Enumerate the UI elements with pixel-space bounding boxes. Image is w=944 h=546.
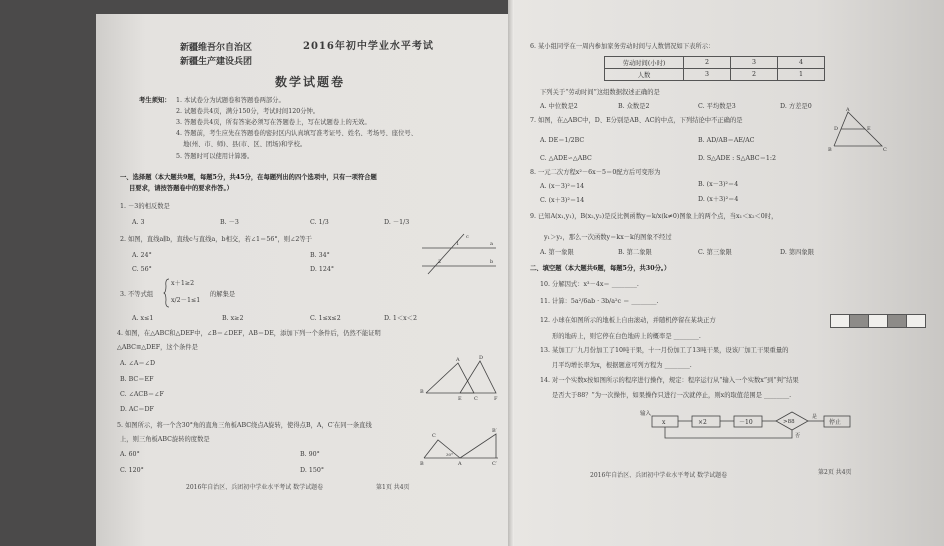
- table-cell: 3: [684, 69, 731, 81]
- q6-option-c: C. 平均数是3: [698, 103, 736, 110]
- fig-label-A: A: [458, 461, 462, 467]
- q6-labor-time-table: [604, 56, 825, 81]
- fig-label-D: D: [834, 126, 839, 132]
- fig-label-C-prime: C′: [492, 461, 497, 467]
- q3-option-a: A. x≤1: [132, 315, 154, 322]
- q4-option-b: B. BC＝EF: [120, 376, 154, 383]
- q14-text: 14. 对一个实数x按如图所示的程序进行操作，规定：程序运行从“输入一个实数x”到“判”结果: [540, 377, 799, 384]
- q5-option-d: D. 150°: [300, 467, 324, 474]
- footer-left-text: 2016年自治区、兵团初中学业水平考试 数学试题卷: [186, 484, 324, 491]
- footer-right-text: 2016年自治区、兵团初中学业水平考试 数学试题卷: [590, 472, 728, 479]
- q3-system-line-1: x＋1≥2: [171, 280, 195, 287]
- q13-text-2: 月平均增长率为x，根据题意可列方程为 ________.: [552, 362, 692, 369]
- q5-option-a: A. 60°: [120, 451, 140, 458]
- q9-option-c: C. 第三象限: [698, 249, 732, 256]
- q5-triangle-rotation-figure: [418, 428, 502, 466]
- fig-label-A: A: [846, 107, 850, 113]
- floor-tile-gray: [849, 314, 869, 328]
- q9-option-b: B. 第二象限: [618, 249, 652, 256]
- instruction-line: 地(州、市、师)、县(市、区、团场)和学校。: [183, 141, 307, 148]
- exam-name: 2016年初中学业水平考试: [303, 41, 434, 52]
- table-cell: 2: [731, 69, 778, 81]
- q4-option-d: D. AC＝DF: [120, 406, 154, 413]
- q3-text: 3. 不等式组: [120, 291, 154, 298]
- q14-text-2: 是否大于88？”为一次操作，如果操作只进行一次就停止，则x的取值范围是 ________.: [552, 392, 792, 399]
- instruction-line: 1. 本试卷分为试题卷和答题卷两部分。: [176, 97, 285, 104]
- floor-tile-white: [906, 314, 926, 328]
- flow-compare-diamond: >88: [783, 419, 795, 425]
- q3-option-c: C. 1≤x≤2: [310, 315, 341, 322]
- q4-text-2: △ABC≌△DEF，这个条件是: [117, 344, 198, 351]
- fig-label-C: C: [432, 433, 436, 439]
- q8-option-c: C. (x＋3)²＝14: [540, 197, 585, 204]
- q5-option-c: C. 120°: [120, 467, 144, 474]
- fig-label-angle: 30°: [446, 452, 454, 457]
- section1-heading-2: 目要求，请按答题卷中的要求作答。）: [129, 185, 233, 192]
- q8-option-d: D. (x＋3)²＝4: [698, 196, 739, 203]
- floor-tile-white: [868, 314, 888, 328]
- instruction-line: 4. 答题前，考生应先在答题卷的密封区内认真填写准考证号、姓名、考场号、座位号、: [176, 130, 417, 137]
- q5-text-2: 上，则三角板ABC旋转的度数是: [120, 436, 210, 443]
- q3-option-b: B. x≥2: [222, 315, 244, 322]
- fig-label-A: A: [456, 357, 460, 363]
- q5-text: 5. 如图所示，将一个含30°角的直角三角板ABC绕点A旋转，使得点B，A，C′在同一条直线: [117, 422, 372, 429]
- fig-label-E: E: [867, 126, 871, 132]
- q1-text: 1. －3的相反数是: [120, 203, 170, 210]
- flow-minus10-box: －10: [739, 419, 753, 426]
- flow-stop-box: 停止: [829, 419, 842, 426]
- q6-text-2: 下列关于“劳动时间”这组数据叙述正确的是: [540, 89, 660, 96]
- table-row: [605, 69, 825, 81]
- floor-tile-gray: [887, 314, 907, 328]
- q1-option-d: D. －1/3: [384, 219, 410, 226]
- section2-heading: 二、填空题（本大题共6题，每题5分，共30分。）: [530, 265, 671, 272]
- fig-label-D: D: [479, 355, 484, 361]
- q14-program-flowchart: [640, 408, 870, 442]
- fig-label-1: 1: [456, 241, 460, 247]
- q2-option-b: B. 34°: [310, 252, 330, 259]
- q7-option-a: A. DE＝1/2BC: [540, 137, 585, 144]
- flow-no-label: 否: [795, 433, 801, 439]
- flow-yes-label: 是: [812, 414, 818, 420]
- fig-label-b: b: [490, 259, 494, 265]
- page-fold: [508, 0, 514, 546]
- fig-label-B: B: [828, 147, 832, 153]
- q6-text: 6. 某小组同学在一周内参加家务劳动时间与人数情况如下表所示：: [530, 43, 715, 50]
- q2-option-a: A. 24°: [132, 252, 152, 259]
- q1-option-b: B. －3: [220, 219, 239, 226]
- region-line-1: 新疆维吾尔自治区: [180, 43, 253, 53]
- q11-text: 11. 计算：5a²/6ab · 3b/a²c ＝ ________.: [540, 298, 659, 305]
- fig-label-E: E: [458, 396, 462, 402]
- q7-triangle-figure: [826, 108, 890, 152]
- q8-text: 8. 一元二次方程x²－6x－5＝0配方后可变形为: [530, 169, 661, 176]
- table-cell: 4: [778, 57, 825, 69]
- q13-text: 13. 某加工厂九月份加工了10吨干果，十一月份加工了13吨干果，设该厂加工干果重量的: [540, 347, 789, 354]
- q4-text: 4. 如图，在△ABC和△DEF中，∠B＝∠DEF，AB＝DE，添加下列一个条件后，仍然不能证明: [117, 330, 381, 337]
- q9-option-a: A. 第一象限: [540, 249, 574, 256]
- q8-option-a: A. (x－3)²＝14: [540, 183, 585, 190]
- q2-option-c: C. 56°: [132, 266, 152, 273]
- q4-option-a: A. ∠A＝∠D: [120, 360, 155, 367]
- page-title: 数学试题卷: [275, 75, 346, 89]
- q7-text: 7. 如图，在△ABC中，D、E分别是AB、AC的中点，下列结论中不正确的是: [530, 117, 743, 124]
- q9-option-d: D. 第四象限: [780, 249, 815, 256]
- footer-right-page: 第2页 共4页: [818, 469, 852, 476]
- q2-text: 2. 如图，直线a∥b，直线c与直线a，b相交，若∠1＝56°，则∠2等于: [120, 236, 312, 243]
- fig-label-2: 2: [438, 259, 442, 265]
- flow-x-box: x: [662, 419, 666, 426]
- fig-label-C: C: [883, 147, 887, 153]
- fig-label-F: F: [494, 396, 498, 402]
- fig-label-C: C: [474, 396, 478, 402]
- fig-label-c: c: [466, 234, 469, 240]
- q9-text: 9. 已知A(x₁,y₁)，B(x₂,y₂)是反比例函数y＝k/x(k≠0)图象上的两个点，当x₁＜x₂＜0时，: [530, 213, 778, 220]
- region-line-2: 新疆生产建设兵团: [180, 57, 253, 67]
- table-row: [605, 57, 825, 69]
- q6-option-d: D. 方差是0: [780, 103, 812, 110]
- q12-text-2: 形的地砖上，则它停在白色地砖上的概率是 ________.: [552, 333, 701, 340]
- q3-system-line-2: x/2－1≤1: [171, 297, 201, 304]
- table-cell: 劳动时间(小时): [605, 57, 684, 69]
- instructions-heading: 考生须知：: [139, 97, 171, 104]
- flow-times2-box: ×2: [698, 419, 707, 426]
- table-cell: 人数: [605, 69, 684, 81]
- brace-icon: [164, 278, 170, 308]
- instruction-line: 2. 试题卷共4页，满分150分，考试时间120分钟。: [176, 108, 320, 115]
- q9-text-2: y₁＞y₂，那么一次函数y＝kx－k的图象不经过: [544, 234, 672, 241]
- q12-text: 12. 小球在如图所示的地板上自由滚动，并随机停留在某块正方: [540, 317, 716, 324]
- flow-input-label: 输入: [640, 411, 652, 417]
- q7-option-b: B. AD/AB＝AE/AC: [698, 137, 755, 144]
- q2-option-d: D. 124°: [310, 266, 334, 273]
- q6-option-a: A. 中位数是2: [540, 103, 578, 110]
- q4-option-c: C. ∠ACB＝∠F: [120, 391, 164, 398]
- section1-heading: 一、选择题（本大题共9题，每题5分，共45分，在每题列出的四个选项中，只有一项符合题: [120, 174, 377, 181]
- instruction-line: 5. 答题时可以使用计算器。: [176, 153, 254, 160]
- floor-tile-white: [830, 314, 850, 328]
- q10-text: 10. 分解因式：x³－4x＝ ________.: [540, 281, 639, 288]
- q1-option-c: C. 1/3: [310, 219, 329, 226]
- instruction-line: 3. 答题卷共4页，所有答案必须写在答题卷上，写在试题卷上的无效。: [176, 119, 371, 126]
- table-cell: 2: [684, 57, 731, 69]
- q3-suffix: 的解集是: [210, 291, 236, 298]
- fig-label-B: B: [420, 461, 424, 467]
- table-cell: 1: [778, 69, 825, 81]
- q4-triangles-figure: [420, 355, 500, 401]
- q1-option-a: A. 3: [132, 219, 145, 226]
- fig-label-B: B: [420, 389, 424, 395]
- q6-option-b: B. 众数是2: [618, 103, 650, 110]
- q3-option-d: D. 1＜x＜2: [384, 315, 417, 322]
- fig-label-a: a: [490, 241, 493, 247]
- q8-option-b: B. (x－3)²＝4: [698, 181, 739, 188]
- footer-left-page: 第1页 共4页: [376, 484, 410, 491]
- exam-page-2: [511, 0, 944, 546]
- q7-option-d: D. S△ADE : S△ABC＝1:2: [698, 155, 776, 162]
- fig-label-B-prime: B′: [492, 428, 497, 434]
- q5-option-b: B. 90°: [300, 451, 320, 458]
- table-cell: 3: [731, 57, 778, 69]
- q2-parallel-lines-figure: [420, 232, 498, 276]
- q7-option-c: C. △ADE∽△ABC: [540, 155, 592, 162]
